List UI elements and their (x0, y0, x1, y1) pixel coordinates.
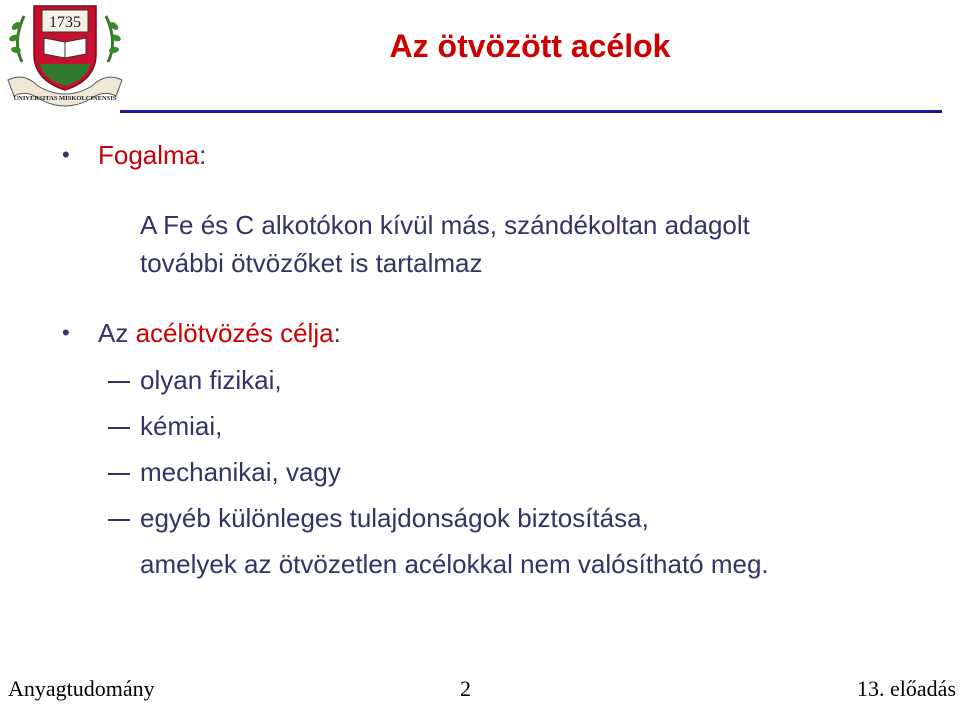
footer-lecture: 13. előadás (857, 676, 956, 701)
purpose-item: kémiai, (140, 411, 223, 441)
dash-marker (108, 427, 130, 429)
purpose-label: acélötvözés célja (135, 318, 334, 348)
purpose-colon: : (333, 318, 341, 348)
logo-ribbon-text: UNIVERSITAS MISKOLCINENSIS (13, 95, 117, 102)
definition-line-1: A Fe és C alkotókon kívül más, szándékoltan adagolt (140, 210, 750, 240)
purpose-item: egyéb különleges tulajdonságok biztosítása, (140, 503, 649, 533)
footer-page-number: 2 (460, 676, 471, 701)
definition-line-2: további ötvözőket is tartalmaz (140, 248, 483, 278)
footer-course: Anyagtudomány (8, 676, 155, 701)
definition-label: Fogalma (98, 140, 200, 170)
purpose-item: mechanikai, vagy (140, 457, 341, 487)
logo-year: 1735 (49, 14, 81, 31)
university-logo (4, 2, 126, 110)
dash-marker (108, 519, 130, 521)
bullet-dot: • (62, 320, 70, 345)
title-underline (120, 110, 942, 113)
bullet-dot: • (62, 142, 70, 167)
definition-heading (98, 140, 206, 171)
purpose-prefix: Az (98, 318, 136, 348)
purpose-item: olyan fizikai, (140, 365, 282, 395)
dash-marker (108, 381, 130, 383)
purpose-continuation: amelyek az ötvözetlen acélokkal nem valósítható meg. (140, 549, 769, 579)
definition-colon: : (199, 140, 207, 170)
dash-marker (108, 473, 130, 475)
purpose-heading (98, 318, 341, 349)
slide-title: Az ötvözött acélok (389, 28, 671, 64)
